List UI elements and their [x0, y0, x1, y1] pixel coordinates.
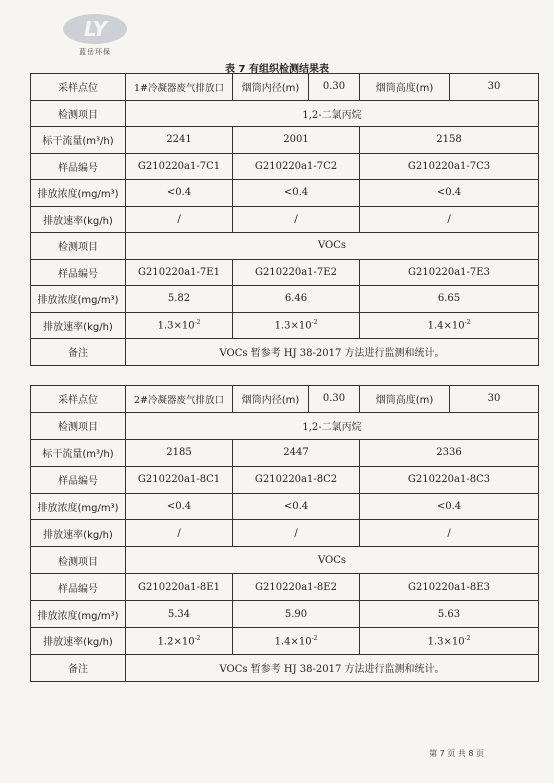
sample-no-value: G210220a1-7C2: [233, 153, 360, 180]
table-row: [31, 180, 539, 207]
results-table-1: [30, 73, 539, 366]
sample-no-value: G210220a1-8C1: [126, 466, 233, 493]
rate-exponent: -2: [194, 319, 201, 327]
rate-base: 1.3×10: [427, 636, 465, 648]
sampling-point-label: 采样点位: [31, 74, 126, 101]
concentration-value: <0.4: [360, 180, 539, 207]
table-row: [31, 493, 539, 520]
sample-no-value: G210220a1-8C3: [360, 466, 539, 493]
test-item-label: 检测项目: [31, 233, 126, 260]
sampling-point-value: 2#冷凝器废气排放口: [126, 386, 233, 413]
table-row: [31, 574, 539, 601]
stack-height-value: 30: [450, 386, 539, 413]
stack-height-value: 30: [450, 74, 539, 101]
sample-no-value: G210220a1-8E2: [233, 574, 360, 601]
sample-no-value: G210220a1-7C3: [360, 153, 539, 180]
concentration-value: <0.4: [233, 180, 360, 207]
table-row: [31, 127, 539, 154]
concentration-value: <0.4: [126, 180, 233, 207]
flow-value: 2001: [233, 127, 360, 154]
rate-value: [126, 312, 233, 339]
table-row: [31, 601, 539, 628]
table-row: [31, 654, 539, 681]
rate-label: 排放速率(kg/h): [31, 628, 126, 655]
concentration-value: 6.46: [233, 286, 360, 313]
rate-value: /: [126, 206, 233, 233]
flow-value: 2185: [126, 439, 233, 466]
concentration-label: 排放浓度(mg/m³): [31, 493, 126, 520]
rate-value: /: [233, 206, 360, 233]
rate-value: /: [360, 206, 539, 233]
rate-label: 排放速率(kg/h): [31, 312, 126, 339]
concentration-value: 5.82: [126, 286, 233, 313]
table-row: [31, 286, 539, 313]
rate-exponent: -2: [311, 319, 318, 327]
table-row: [31, 312, 539, 339]
concentration-value: 6.65: [360, 286, 539, 313]
concentration-value: <0.4: [233, 493, 360, 520]
rate-exponent: -2: [464, 634, 471, 642]
sample-no-value: G210220a1-7E2: [233, 259, 360, 286]
rate-base: 1.3×10: [157, 320, 195, 332]
remark-label: 备注: [31, 654, 126, 681]
concentration-value: <0.4: [126, 493, 233, 520]
rate-exponent: -2: [311, 634, 318, 642]
rate-exponent: -2: [464, 319, 471, 327]
stack-height-label: 烟筒高度(m): [360, 386, 450, 413]
concentration-label: 排放浓度(mg/m³): [31, 601, 126, 628]
sample-no-value: G210220a1-7E3: [360, 259, 539, 286]
rate-base: 1.2×10: [157, 636, 195, 648]
table-row: [31, 74, 539, 101]
table-row: [31, 439, 539, 466]
sampling-point-value: 1#冷凝器废气排放口: [126, 74, 233, 101]
flow-value: 2158: [360, 127, 539, 154]
rate-label: 排放速率(kg/h): [31, 520, 126, 547]
rate-value: [233, 312, 360, 339]
remark-value: VOCs 暂参考 HJ 38-2017 方法进行监测和统计。: [126, 654, 539, 681]
concentration-label: 排放浓度(mg/m³): [31, 286, 126, 313]
sample-no-value: G210220a1-7C1: [126, 153, 233, 180]
test-item-value: 1,2-二氯丙烷: [126, 412, 539, 439]
table-row: [31, 259, 539, 286]
test-item-value: VOCs: [126, 547, 539, 574]
sample-no-label: 样品编号: [31, 466, 126, 493]
concentration-value: <0.4: [360, 493, 539, 520]
table-row: [31, 100, 539, 127]
rate-value: /: [126, 520, 233, 547]
stack-diameter-label: 烟筒内径(m): [233, 386, 309, 413]
rate-label: 排放速率(kg/h): [31, 206, 126, 233]
test-item-label: 检测项目: [31, 100, 126, 127]
rate-value: /: [233, 520, 360, 547]
stack-height-label: 烟筒高度(m): [360, 74, 450, 101]
rate-value: [126, 628, 233, 655]
rate-value: [233, 628, 360, 655]
table-row: [31, 412, 539, 439]
sample-no-value: G210220a1-8E3: [360, 574, 539, 601]
rate-base: 1.4×10: [427, 320, 465, 332]
table-row: [31, 386, 539, 413]
logo-text: 蓝岳环保: [79, 48, 111, 56]
sample-no-value: G210220a1-8E1: [126, 574, 233, 601]
flow-value: 2336: [360, 439, 539, 466]
stack-diameter-label: 烟筒内径(m): [233, 74, 309, 101]
table-row: [31, 206, 539, 233]
concentration-label: 排放浓度(mg/m³): [31, 180, 126, 207]
test-item-value: 1,2-二氯丙烷: [126, 100, 539, 127]
rate-exponent: -2: [194, 634, 201, 642]
flow-value: 2447: [233, 439, 360, 466]
table-row: [31, 339, 539, 366]
concentration-value: 5.34: [126, 601, 233, 628]
rate-value: [360, 628, 539, 655]
sample-no-label: 样品编号: [31, 259, 126, 286]
flow-label: 标干流量(m³/h): [31, 439, 126, 466]
sample-no-label: 样品编号: [31, 574, 126, 601]
results-table-2: [30, 385, 539, 682]
test-item-label: 检测项目: [31, 547, 126, 574]
test-item-label: 检测项目: [31, 412, 126, 439]
rate-base: 1.4×10: [274, 636, 312, 648]
remark-label: 备注: [31, 339, 126, 366]
page-number: 第 7 页 共 8 页: [429, 749, 484, 758]
test-item-value: VOCs: [126, 233, 539, 260]
table-row: [31, 520, 539, 547]
flow-label: 标干流量(m³/h): [31, 127, 126, 154]
flow-value: 2241: [126, 127, 233, 154]
sample-no-label: 样品编号: [31, 153, 126, 180]
rate-value: /: [360, 520, 539, 547]
remark-value: VOCs 暂参考 HJ 38-2017 方法进行监测和统计。: [126, 339, 539, 366]
sample-no-value: G210220a1-8C2: [233, 466, 360, 493]
concentration-value: 5.90: [233, 601, 360, 628]
stack-diameter-value: 0.30: [309, 386, 360, 413]
logo-mark: LY: [63, 14, 127, 44]
rate-base: 1.3×10: [274, 320, 312, 332]
table-row: [31, 233, 539, 260]
table-row: [31, 547, 539, 574]
table-row: [31, 153, 539, 180]
sampling-point-label: 采样点位: [31, 386, 126, 413]
table-row: [31, 466, 539, 493]
company-logo: [60, 14, 130, 58]
rate-value: [360, 312, 539, 339]
table-caption: 表 7 有组织检测结果表: [225, 64, 329, 75]
concentration-value: 5.63: [360, 601, 539, 628]
sample-no-value: G210220a1-7E1: [126, 259, 233, 286]
stack-diameter-value: 0.30: [309, 74, 360, 101]
table-row: [31, 628, 539, 655]
